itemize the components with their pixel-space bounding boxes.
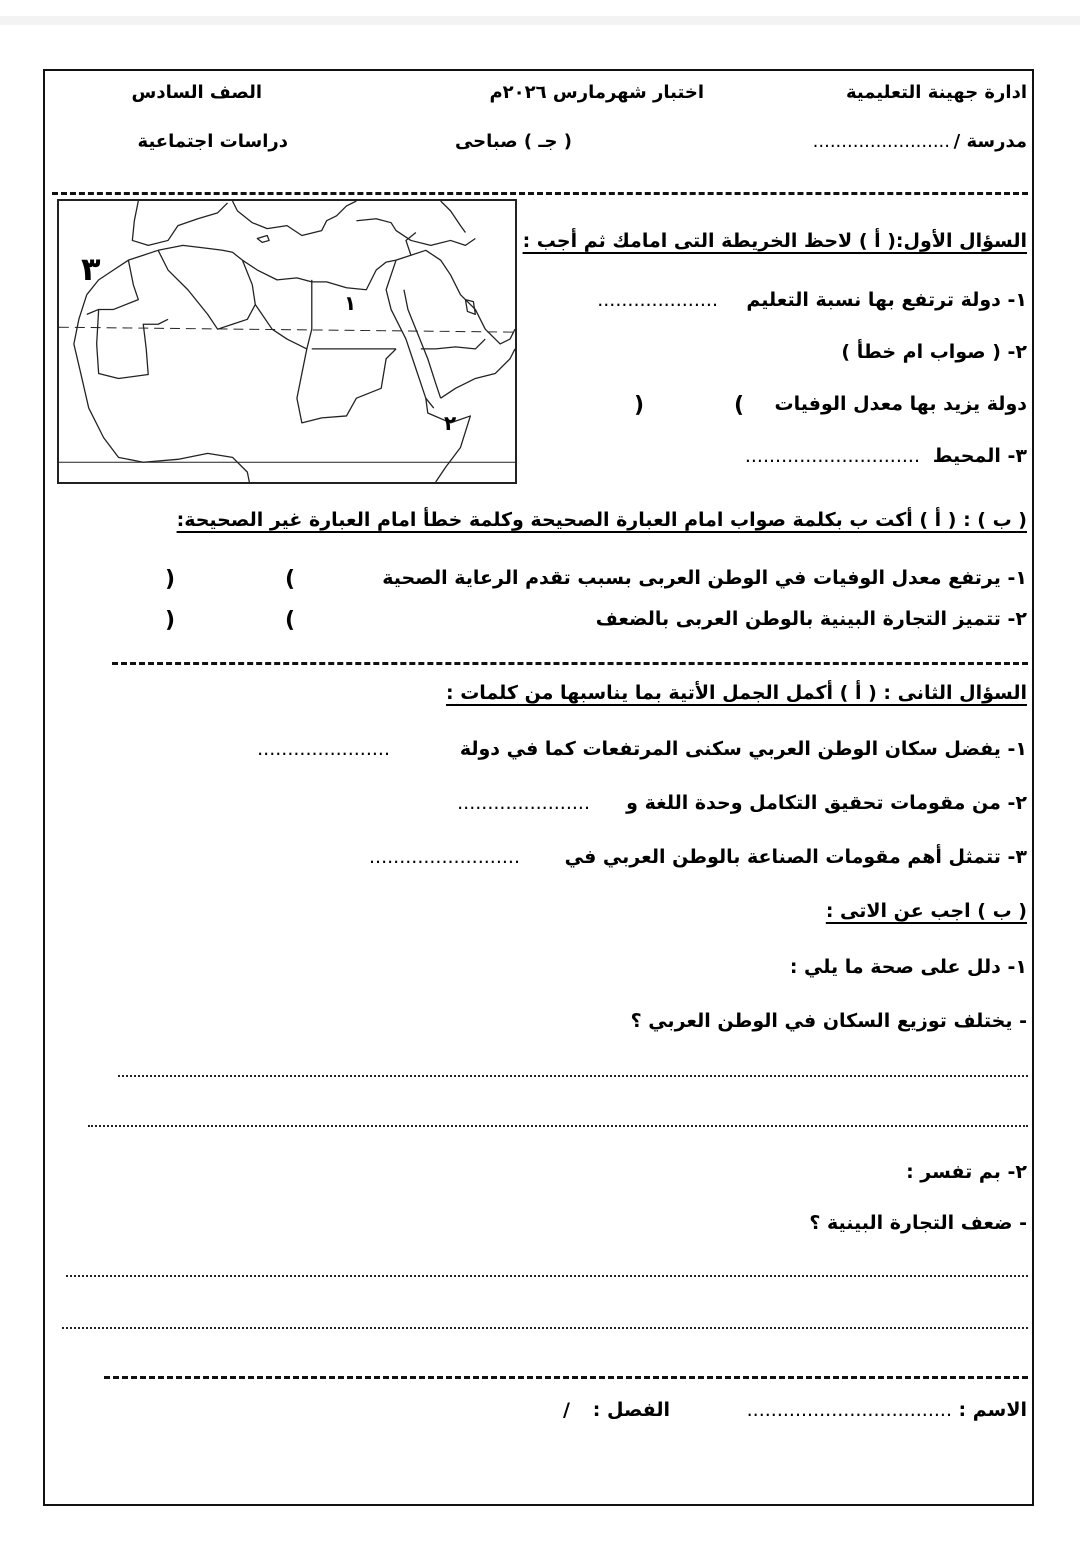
separator-line bbox=[52, 192, 1028, 195]
q2b-sub1-title: ١- دلل على صحة ما يلي : bbox=[789, 956, 1027, 978]
arab-world-map bbox=[57, 199, 517, 484]
q2-item-1-answer-field[interactable]: ...................... bbox=[257, 738, 390, 760]
q1b-item-1-answer-field[interactable] bbox=[180, 566, 280, 594]
section-label: ( جـ ) صباحى bbox=[454, 131, 572, 152]
q1-item-1: ١- دولة ترتفع بها نسبة التعليم bbox=[746, 289, 1027, 311]
q1b-item-2-paren-open: ( bbox=[285, 608, 296, 633]
q2-item-1: ١- يفضل سكان الوطن العربي سكنى المرتفعات كما في دولة bbox=[459, 738, 1027, 760]
exam-title: اختبار شهرمارس ٢٠٢٦م bbox=[489, 82, 704, 103]
student-name-label: الاسم : bbox=[958, 1399, 1027, 1421]
question1-title: السؤال الأول:( أ ) لاحظ الخريطة التى امامك ثم أجب : bbox=[522, 230, 1027, 252]
q1-item-3: ٣- المحيط bbox=[932, 445, 1027, 467]
q2b-sub2-title: ٢- بم تفسر : bbox=[906, 1161, 1027, 1183]
question2-title: السؤال الثانى : ( أ ) أكمل الجمل الأتية بما يناسبها من كلمات : bbox=[445, 682, 1027, 704]
q2-item-2: ٢- من مقومات تحقيق التكامل وحدة اللغة و bbox=[626, 792, 1027, 814]
top-strip bbox=[0, 16, 1080, 25]
school-label: مدرسة / bbox=[953, 131, 1027, 152]
separator-line bbox=[104, 1376, 1028, 1379]
q1b-item-1: ١- يرتفع معدل الوفيات في الوطن العربى بسبب تقدم الرعاية الصحية bbox=[382, 567, 1027, 589]
grade-label: الصف السادس bbox=[131, 82, 262, 103]
map-label-3: ٣ bbox=[81, 250, 101, 288]
q2b-sub1-item: - يختلف توزيع السكان في الوطن العربي ؟ bbox=[630, 1010, 1027, 1032]
answer-line-1[interactable] bbox=[118, 1075, 1028, 1077]
subject-label: دراسات اجتماعية bbox=[137, 131, 288, 152]
q2-item-3-answer-field[interactable]: ......................... bbox=[369, 846, 520, 868]
q1b-item-1-paren-open: ( bbox=[285, 567, 296, 592]
q1b-item-2-paren-close: ) bbox=[165, 608, 176, 633]
map-outline bbox=[59, 201, 515, 482]
q1-item-1-answer-field[interactable]: .................... bbox=[597, 289, 718, 311]
q2b-sub2-item: - ضعف التجارة البينية ؟ bbox=[809, 1212, 1027, 1234]
map-label-1: ١ bbox=[344, 291, 357, 315]
q1b-item-1-paren-close: ) bbox=[165, 567, 176, 592]
question1-part-b-title: ( ب ) : ( أ ) أكت ب بكلمة صواب امام العبارة الصحيحة وكلمة خطأ امام العبارة غير الصحيحة: bbox=[176, 509, 1027, 531]
q1-item-3-answer-field[interactable]: ............................. bbox=[744, 445, 920, 467]
q2-item-3: ٣- تتمثل أهم مقومات الصناعة بالوطن العربي في bbox=[564, 846, 1027, 868]
q2-item-2-answer-field[interactable]: ...................... bbox=[457, 792, 590, 814]
q1-item-2: ٢- ( صواب ام خطأ ) bbox=[841, 341, 1027, 363]
student-name-field[interactable]: .................................. bbox=[746, 1399, 952, 1421]
answer-line-2[interactable] bbox=[88, 1125, 1028, 1127]
q1-item-2-answer-field[interactable] bbox=[650, 392, 730, 420]
separator-line bbox=[112, 662, 1028, 665]
q1-item-2-paren-close: ) bbox=[634, 393, 645, 418]
class-field-slash[interactable]: / bbox=[563, 1399, 570, 1421]
q1-item-2-statement: دولة يزيد بها معدل الوفيات bbox=[774, 393, 1027, 415]
map-label-2: ٢ bbox=[444, 411, 457, 435]
q1b-item-2-answer-field[interactable] bbox=[180, 607, 280, 635]
answer-line-3[interactable] bbox=[66, 1275, 1028, 1277]
question2-part-b-title: ( ب ) اجب عن الاتى : bbox=[825, 900, 1027, 922]
q1b-item-2: ٢- تتميز التجارة البينية بالوطن العربى بالضعف bbox=[595, 608, 1027, 630]
q1-item-2-paren-open: ( bbox=[734, 393, 745, 418]
school-name-field[interactable]: ........................ bbox=[812, 131, 950, 152]
directorate-name: ادارة جهينة التعليمية bbox=[845, 82, 1027, 103]
class-label: الفصل : bbox=[592, 1399, 670, 1421]
answer-line-4[interactable] bbox=[62, 1327, 1028, 1329]
